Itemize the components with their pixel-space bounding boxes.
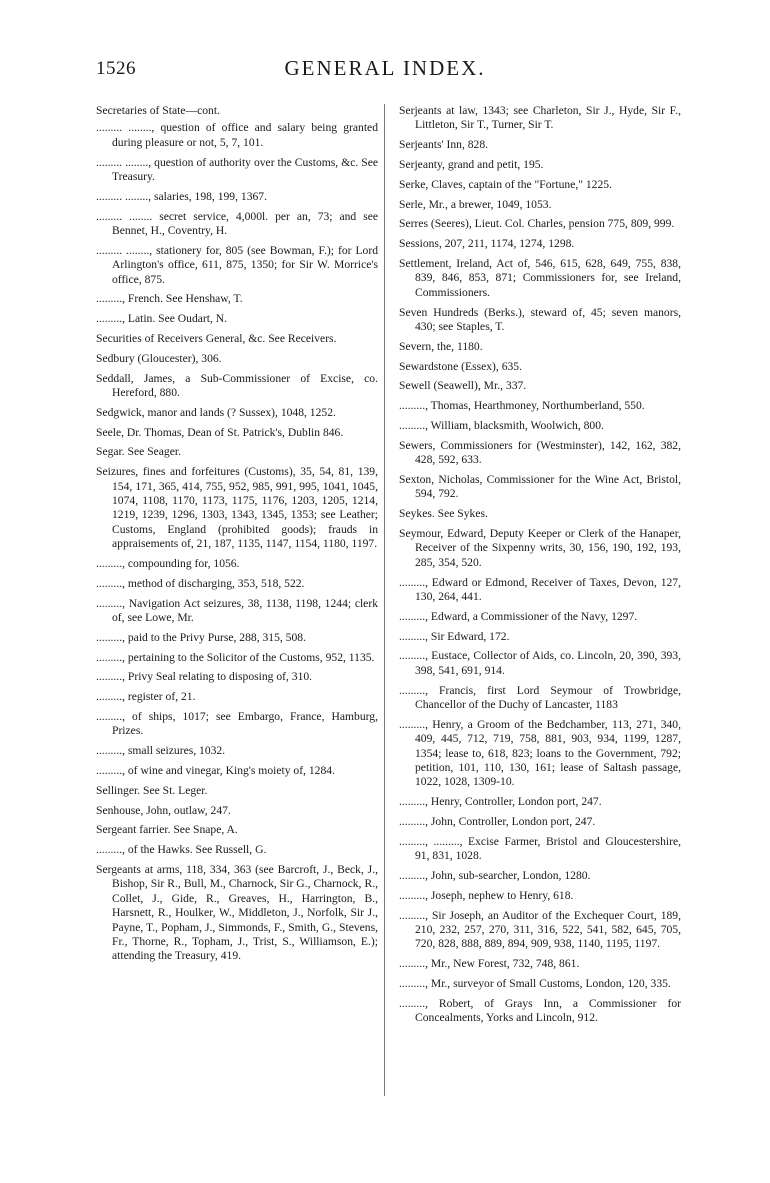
index-entry: Serjeants' Inn, 828. (399, 138, 489, 152)
index-entry: Severn, the, 1180. (399, 339, 483, 353)
index-entry: Sellinger. See St. Leger. (96, 783, 208, 797)
index-entry: ........., method of discharging, 353, 518, 522. (96, 576, 305, 590)
index-entry: ......... ........, stationery for, 805 (see Bowman, F.); for Lord Arlington's office, 611, 875, 1350; for Sir W. Morrice's office, 875. (96, 243, 378, 286)
index-entry: ........., John, sub-searcher, London, 1280. (399, 869, 591, 883)
index-entry: ........., Sir Edward, 172. (399, 629, 510, 643)
index-entry: Sedgwick, manor and lands (? Sussex), 1048, 1252. (96, 405, 336, 419)
page-title: GENERAL INDEX. (284, 56, 486, 80)
index-entry: Secretaries of State—cont. (96, 104, 220, 117)
index-entry: ........., Mr., New Forest, 732, 748, 861. (399, 957, 580, 971)
index-entry: ........., of the Hawks. See Russell, G. (96, 843, 267, 857)
column-divider (384, 104, 385, 1096)
index-entry: Serres (Seeres), Lieut. Col. Charles, pension 775, 809, 999. (399, 217, 675, 231)
index-entry: Serle, Mr., a brewer, 1049, 1053. (399, 197, 552, 211)
index-entry: ........., Privy Seal relating to disposing of, 310. (96, 670, 313, 684)
index-entry: ........., ........., Excise Farmer, Bristol and Gloucestershire, 91, 831, 1028. (399, 834, 681, 863)
index-entry: Sedbury (Gloucester), 306. (96, 351, 222, 365)
index-entry: ........., Francis, first Lord Seymour of Trowbridge, Chancellor of the Duchy of Lancaster, 1183 (399, 683, 681, 711)
index-entry: ........., Edward, a Commissioner of the Navy, 1297. (399, 609, 638, 623)
page-number: 1526 (96, 58, 136, 79)
index-entry: ........., of ships, 1017; see Embargo, France, Hamburg, Prizes. (96, 710, 378, 738)
index-entry: Serke, Claves, captain of the "Fortune," 1225. (399, 177, 612, 191)
index-entry: ........., Henry, a Groom of the Bedchamber, 113, 271, 340, 409, 445, 712, 719, 758, 881, 903, 934, 1199, 1287, 1354; lease to, 618, 823; loans to the Government, 792; petition, 101, 110, 130, 161; lease of Saltash passage, 1022, 1028, 1309-10. (399, 717, 681, 789)
index-entry: ........., Navigation Act seizures, 38, 1138, 1198, 1244; clerk of, see Lowe, Mr. (96, 596, 378, 625)
index-entry: ........., register of, 21. (96, 690, 196, 704)
index-entry: ........., William, blacksmith, Woolwich, 800. (399, 418, 604, 432)
index-entry: Sexton, Nicholas, Commissioner for the Wine Act, Bristol, 594, 792. (399, 472, 681, 501)
index-entry: ........., John, Controller, London port, 247. (399, 815, 596, 829)
index-entry: ........., small seizures, 1032. (96, 744, 226, 758)
index-entry: ........., pertaining to the Solicitor of the Customs, 952, 1135. (96, 650, 375, 664)
index-entry: ........., Robert, of Grays Inn, a Commissioner for Concealments, Yorks and Lincoln, 912. (399, 996, 681, 1025)
index-column-left (96, 104, 378, 969)
index-entry: Seddall, James, a Sub-Commissioner of Excise, co. Hereford, 880. (96, 371, 378, 400)
index-entry: Senhouse, John, outlaw, 247. (96, 803, 231, 817)
index-entry: ........., compounding for, 1056. (96, 557, 240, 571)
index-entry: ........., Eustace, Collector of Aids, co. Lincoln, 20, 390, 393, 398, 541, 691, 914. (399, 649, 681, 677)
index-entry: Sewardstone (Essex), 635. (399, 359, 522, 373)
index-entry: Sergeant farrier. See Snape, A. (96, 823, 238, 837)
index-entry: ........., of wine and vinegar, King's moiety of, 1284. (96, 764, 335, 778)
index-entry: ........., Edward or Edmond, Receiver of Taxes, Devon, 127, 130, 264, 441. (399, 575, 681, 603)
index-entry: ......... ........ secret service, 4,000l. per an, 73; and see Bennet, H., Coventry, H. (96, 209, 378, 238)
index-entry: Serjeants at law, 1343; see Charleton, Sir J., Hyde, Sir F., Littleton, Sir T., Turner, Sir T. (399, 104, 681, 132)
index-entry: ......... ........, question of office and salary being granted during pleasure or not, 5, 7, 101. (96, 121, 378, 149)
index-column-right (399, 104, 681, 1031)
index-entry: Seykes. See Sykes. (399, 507, 488, 521)
index-entry: Seymour, Edward, Deputy Keeper or Clerk of the Hanaper, Receiver of the Sixpenny writs, 30, 156, 190, 192, 193, 285, 354, 520. (399, 526, 681, 569)
index-entry: ........., Sir Joseph, an Auditor of the Exchequer Court, 189, 210, 232, 257, 270, 311, 316, 522, 541, 582, 645, 705, 720, 828, 888, 889, 894, 909, 938, 1140, 1195, 1197. (399, 908, 681, 951)
index-entry: ......... ........, question of authority over the Customs, &c. See Treasury. (96, 155, 378, 184)
index-entry: Seven Hundreds (Berks.), steward of, 45; seven manors, 430; see Staples, T. (399, 305, 681, 333)
index-entry: ......... ........, salaries, 198, 199, 1367. (96, 189, 267, 203)
index-entry: ........., Thomas, Hearthmoney, Northumberland, 550. (399, 399, 645, 413)
index-entry: Securities of Receivers General, &c. See Receivers. (96, 332, 337, 346)
index-entry: ........., Henry, Controller, London port, 247. (399, 795, 602, 809)
index-entry: ........., French. See Henshaw, T. (96, 292, 243, 306)
index-entry: Sewell (Seawell), Mr., 337. (399, 379, 527, 393)
index-entry: ........., Joseph, nephew to Henry, 618. (399, 888, 574, 902)
index-entry: Segar. See Seager. (96, 445, 181, 459)
index-entry: ........., Mr., surveyor of Small Customs, London, 120, 335. (399, 977, 671, 991)
index-entry: Sessions, 207, 211, 1174, 1274, 1298. (399, 237, 575, 251)
index-entry: Serjeanty, grand and petit, 195. (399, 158, 544, 171)
index-entry: Settlement, Ireland, Act of, 546, 615, 628, 649, 755, 838, 839, 846, 853, 871; Commissioners for, see Ireland, Commissioners. (399, 256, 681, 299)
index-entry: Seizures, fines and forfeitures (Customs), 35, 54, 81, 139, 154, 171, 365, 414, 755, 952, 985, 991, 995, 1041, 1045, 1074, 1108, 1170, 1173, 1175, 1176, 1203, 1205, 1214, 1219, 1239, 1296, 1303, 1343, 1345, 1353; see Leather; Customs, England (prohibited goods); frauds in appraisements of, 21, 187, 1135, 1147, 1154, 1180, 1197. (96, 465, 378, 551)
index-entry: Sergeants at arms, 118, 334, 363 (see Barcroft, J., Beck, J., Bishop, Sir R., Bull, M., Charnock, Sir G., Charnock, R., Collet, J., Gide, R., Greaves, H., Harrington, B., Harsnett, R., Houlker, W., Middleton, J., Norfolk, Sir J., Payne, T., Popham, J., Simmonds, F., Smith, G., Stevens, Fr., Thorne, R., Topham, J., Trist, S., Williamson, E.); attending the Treasury, 419. (96, 863, 378, 963)
index-entry: ........., Latin. See Oudart, N. (96, 312, 228, 326)
index-entry: ........., paid to the Privy Purse, 288, 315, 508. (96, 630, 306, 644)
index-entry: Sewers, Commissioners for (Westminster), 142, 162, 382, 428, 592, 633. (399, 438, 681, 467)
index-entry: Seele, Dr. Thomas, Dean of St. Patrick's, Dublin 846. (96, 425, 344, 439)
